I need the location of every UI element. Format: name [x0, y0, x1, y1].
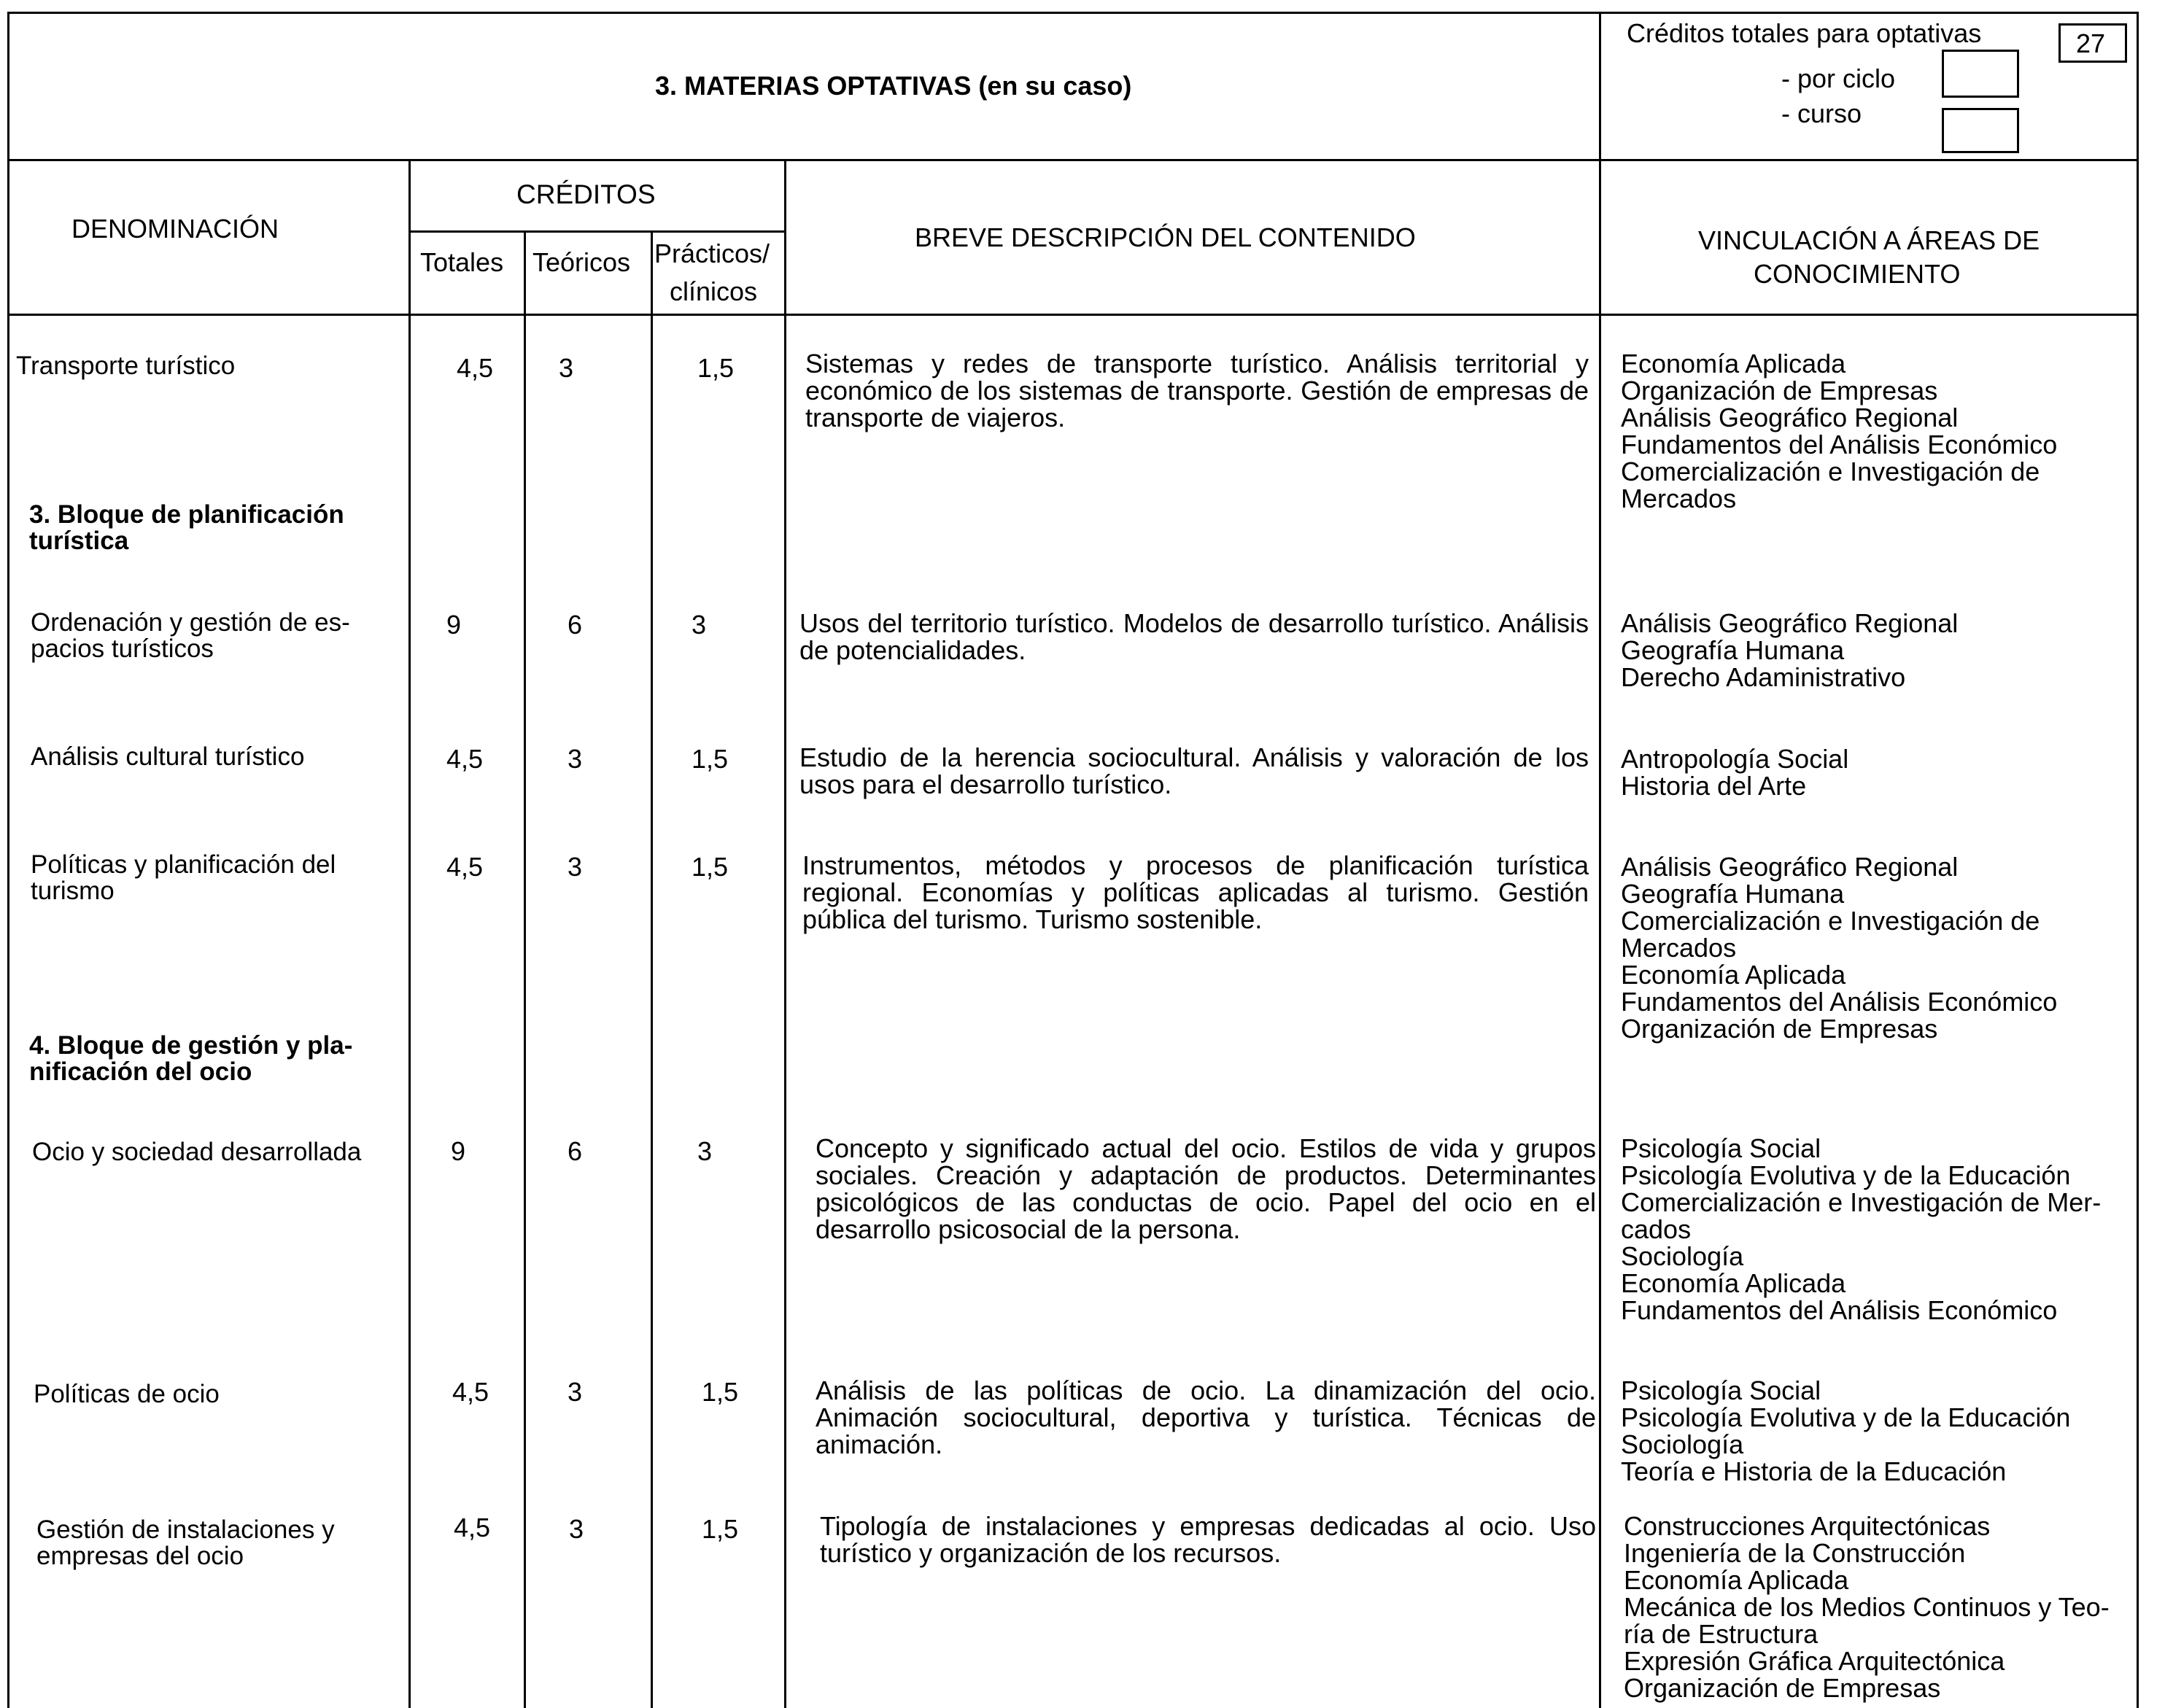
- subject-name: Gestión de instalaciones y: [36, 1515, 335, 1544]
- column-header-totales: Totales: [420, 247, 504, 277]
- knowledge-areas: [1621, 350, 2124, 512]
- credits-practicos: 1,5: [692, 852, 729, 882]
- area-item: Comercialización e Investigación de: [1621, 906, 2040, 936]
- area-item: Fundamentos del Análisis Económico: [1621, 430, 2058, 459]
- knowledge-areas: [1624, 1513, 2139, 1701]
- column-header-creditos: CRÉDITOS: [516, 179, 656, 209]
- credits-teoricos: 3: [559, 353, 574, 383]
- area-item: Mercados: [1621, 933, 1737, 963]
- column-header-clinicos: clínicos: [670, 276, 758, 306]
- block-heading: 4. Bloque de gestión y pla-: [29, 1031, 353, 1060]
- area-item: Sociología: [1621, 1429, 1744, 1459]
- per-cycle-label: - por ciclo: [1781, 63, 1896, 93]
- area-item: Comercialización e Investigación de: [1621, 457, 2040, 486]
- credits-practicos: 1,5: [702, 1377, 739, 1407]
- credits-teoricos: 3: [568, 744, 583, 774]
- content-description: Concepto y significado actual del ocio. Estilos de vida y grupos sociales. Creación y adaptación de productos. Determinantes psicológicos de las conductas de ocio. Papel del ocio en el desarrollo psicosocial de la persona.: [816, 1133, 1596, 1244]
- area-item: Mercados: [1621, 484, 1737, 513]
- area-item: Geografía Humana: [1621, 635, 1845, 665]
- area-item: Economía Aplicada: [1621, 1268, 1846, 1298]
- column-header-denominacion: DENOMINACIÓN: [71, 214, 279, 244]
- col-divider-descripcion: [1599, 12, 1601, 1708]
- column-header-descripcion: BREVE DESCRIPCIÓN DEL CONTENIDO: [915, 222, 1416, 252]
- credits-subheader-divider: [410, 230, 786, 233]
- content-description: Instrumentos, métodos y procesos de planificación turística regional. Economías y políticas aplicadas al turismo. Gestión pública del turismo. Turismo sostenible.: [802, 850, 1589, 934]
- area-item: Sociología: [1621, 1241, 1744, 1271]
- area-item: Organización de Empresas: [1624, 1673, 1941, 1703]
- knowledge-areas: [1621, 1135, 2139, 1324]
- credits-totales: 4,5: [452, 1377, 489, 1407]
- section-title: 3. MATERIAS OPTATIVAS (en su caso): [655, 71, 1132, 101]
- content-description: Análisis de las políticas de ocio. La dinamización del ocio. Animación sociocultural, deportiva y turística. Técnicas de animación.: [816, 1375, 1596, 1459]
- area-item: Teoría e Historia de la Educación: [1621, 1456, 2007, 1486]
- credits-teoricos: 3: [568, 852, 583, 882]
- area-item: Fundamentos del Análisis Económico: [1621, 1295, 2058, 1325]
- header-divider: [7, 159, 2139, 161]
- area-item: Comercialización e Investigación de Mer-: [1621, 1187, 2102, 1217]
- subject-name: Transporte turístico: [16, 352, 236, 380]
- credits-totales: 4,5: [457, 353, 494, 383]
- optional-credits-total: 27: [2076, 28, 2106, 58]
- credits-totales: 9: [446, 610, 462, 640]
- subject-name: Ocio y sociedad desarrollada: [32, 1138, 362, 1166]
- area-item: Mecánica de los Medios Continuos y Teo-: [1624, 1592, 2110, 1622]
- area-item: Construcciones Arquitectónicas: [1624, 1511, 1991, 1541]
- knowledge-areas: [1621, 745, 2124, 799]
- subject-name-cont: turismo: [31, 877, 115, 905]
- per-cycle-box: [1942, 50, 2019, 98]
- area-item: Psicología Evolutiva y de la Educación: [1621, 1402, 2071, 1432]
- column-header-vinculacion-1: VINCULACIÓN A ÁREAS DE: [1698, 225, 2040, 255]
- block-heading: 3. Bloque de planificación: [29, 500, 344, 529]
- credits-practicos: 3: [692, 610, 707, 640]
- area-item: Fundamentos del Análisis Económico: [1621, 987, 2058, 1017]
- credits-totales: 9: [451, 1136, 466, 1166]
- credits-practicos: 1,5: [702, 1514, 739, 1544]
- knowledge-areas: [1621, 853, 2124, 1042]
- credits-teoricos: 3: [569, 1514, 584, 1544]
- knowledge-areas: [1621, 610, 2124, 691]
- area-item: Psicología Social: [1621, 1133, 1821, 1163]
- columns-divider: [7, 314, 2139, 316]
- subject-name: Análisis cultural turístico: [31, 742, 305, 771]
- area-item: Organización de Empresas: [1621, 1014, 1938, 1044]
- area-item: cados: [1621, 1214, 1692, 1244]
- credits-teoricos: 3: [568, 1377, 583, 1407]
- column-header-practicos: Prácticos/: [654, 238, 770, 268]
- area-item: ría de Estructura: [1624, 1619, 1819, 1649]
- content-description: Tipología de instalaciones y empresas dedicadas al ocio. Uso turístico y organización de los recursos.: [820, 1511, 1596, 1568]
- col-divider-practicos: [784, 159, 786, 1708]
- area-item: Análisis Geográfico Regional: [1621, 852, 1959, 882]
- area-item: Psicología Evolutiva y de la Educación: [1621, 1160, 2071, 1190]
- col-divider-totales: [524, 230, 526, 1708]
- subject-name-cont: empresas del ocio: [36, 1542, 244, 1570]
- area-item: Análisis Geográfico Regional: [1621, 403, 1959, 432]
- block-heading-cont: turística: [29, 527, 129, 555]
- area-item: Derecho Adaministrativo: [1621, 662, 1906, 692]
- subject-name: Políticas y planificación del: [31, 850, 336, 879]
- area-item: Análisis Geográfico Regional: [1621, 608, 1959, 638]
- credits-practicos: 1,5: [692, 744, 729, 774]
- credits-teoricos: 6: [568, 1136, 583, 1166]
- block-heading-cont: nificación del ocio: [29, 1057, 252, 1086]
- area-item: Organización de Empresas: [1621, 376, 1938, 405]
- course-box: [1942, 108, 2019, 153]
- area-item: Economía Aplicada: [1621, 349, 1846, 379]
- optional-credits-label: Créditos totales para optativas: [1627, 18, 1982, 48]
- column-header-vinculacion-2: CONOCIMIENTO: [1754, 259, 1961, 289]
- content-description: Usos del territorio turístico. Modelos de desarrollo turístico. Análisis de potencialidades.: [799, 608, 1589, 665]
- area-item: Antropología Social: [1621, 744, 1849, 774]
- col-divider-denominacion: [408, 159, 411, 1708]
- area-item: Economía Aplicada: [1624, 1565, 1849, 1595]
- subject-name-cont: pacios turísticos: [31, 634, 214, 663]
- area-item: Expresión Gráfica Arquitectónica: [1624, 1646, 2005, 1676]
- content-description: Estudio de la herencia sociocultural. Análisis y valoración de los usos para el desarrollo turístico.: [799, 742, 1589, 799]
- credits-totales: 4,5: [446, 852, 484, 882]
- credits-teoricos: 6: [568, 610, 583, 640]
- content-description: Sistemas y redes de transporte turístico. Análisis territorial y económico de los sistemas de transporte. Gestión de empresas de transporte de viajeros.: [805, 349, 1589, 432]
- knowledge-areas: [1621, 1377, 2124, 1485]
- subject-name: Políticas de ocio: [34, 1380, 220, 1408]
- area-item: Ingeniería de la Construcción: [1624, 1538, 1966, 1568]
- credits-totales: 4,5: [446, 744, 484, 774]
- credits-totales: 4,5: [454, 1513, 491, 1542]
- course-label: - curso: [1781, 98, 1862, 128]
- column-header-teoricos: Teóricos: [532, 247, 631, 277]
- area-item: Economía Aplicada: [1621, 960, 1846, 990]
- area-item: Geografía Humana: [1621, 879, 1845, 909]
- area-item: Psicología Social: [1621, 1375, 1821, 1405]
- credits-practicos: 1,5: [697, 353, 735, 383]
- col-divider-teoricos: [651, 230, 653, 1708]
- area-item: Historia del Arte: [1621, 771, 1807, 801]
- credits-practicos: 3: [697, 1136, 713, 1166]
- subject-name: Ordenación y gestión de es-: [31, 608, 350, 637]
